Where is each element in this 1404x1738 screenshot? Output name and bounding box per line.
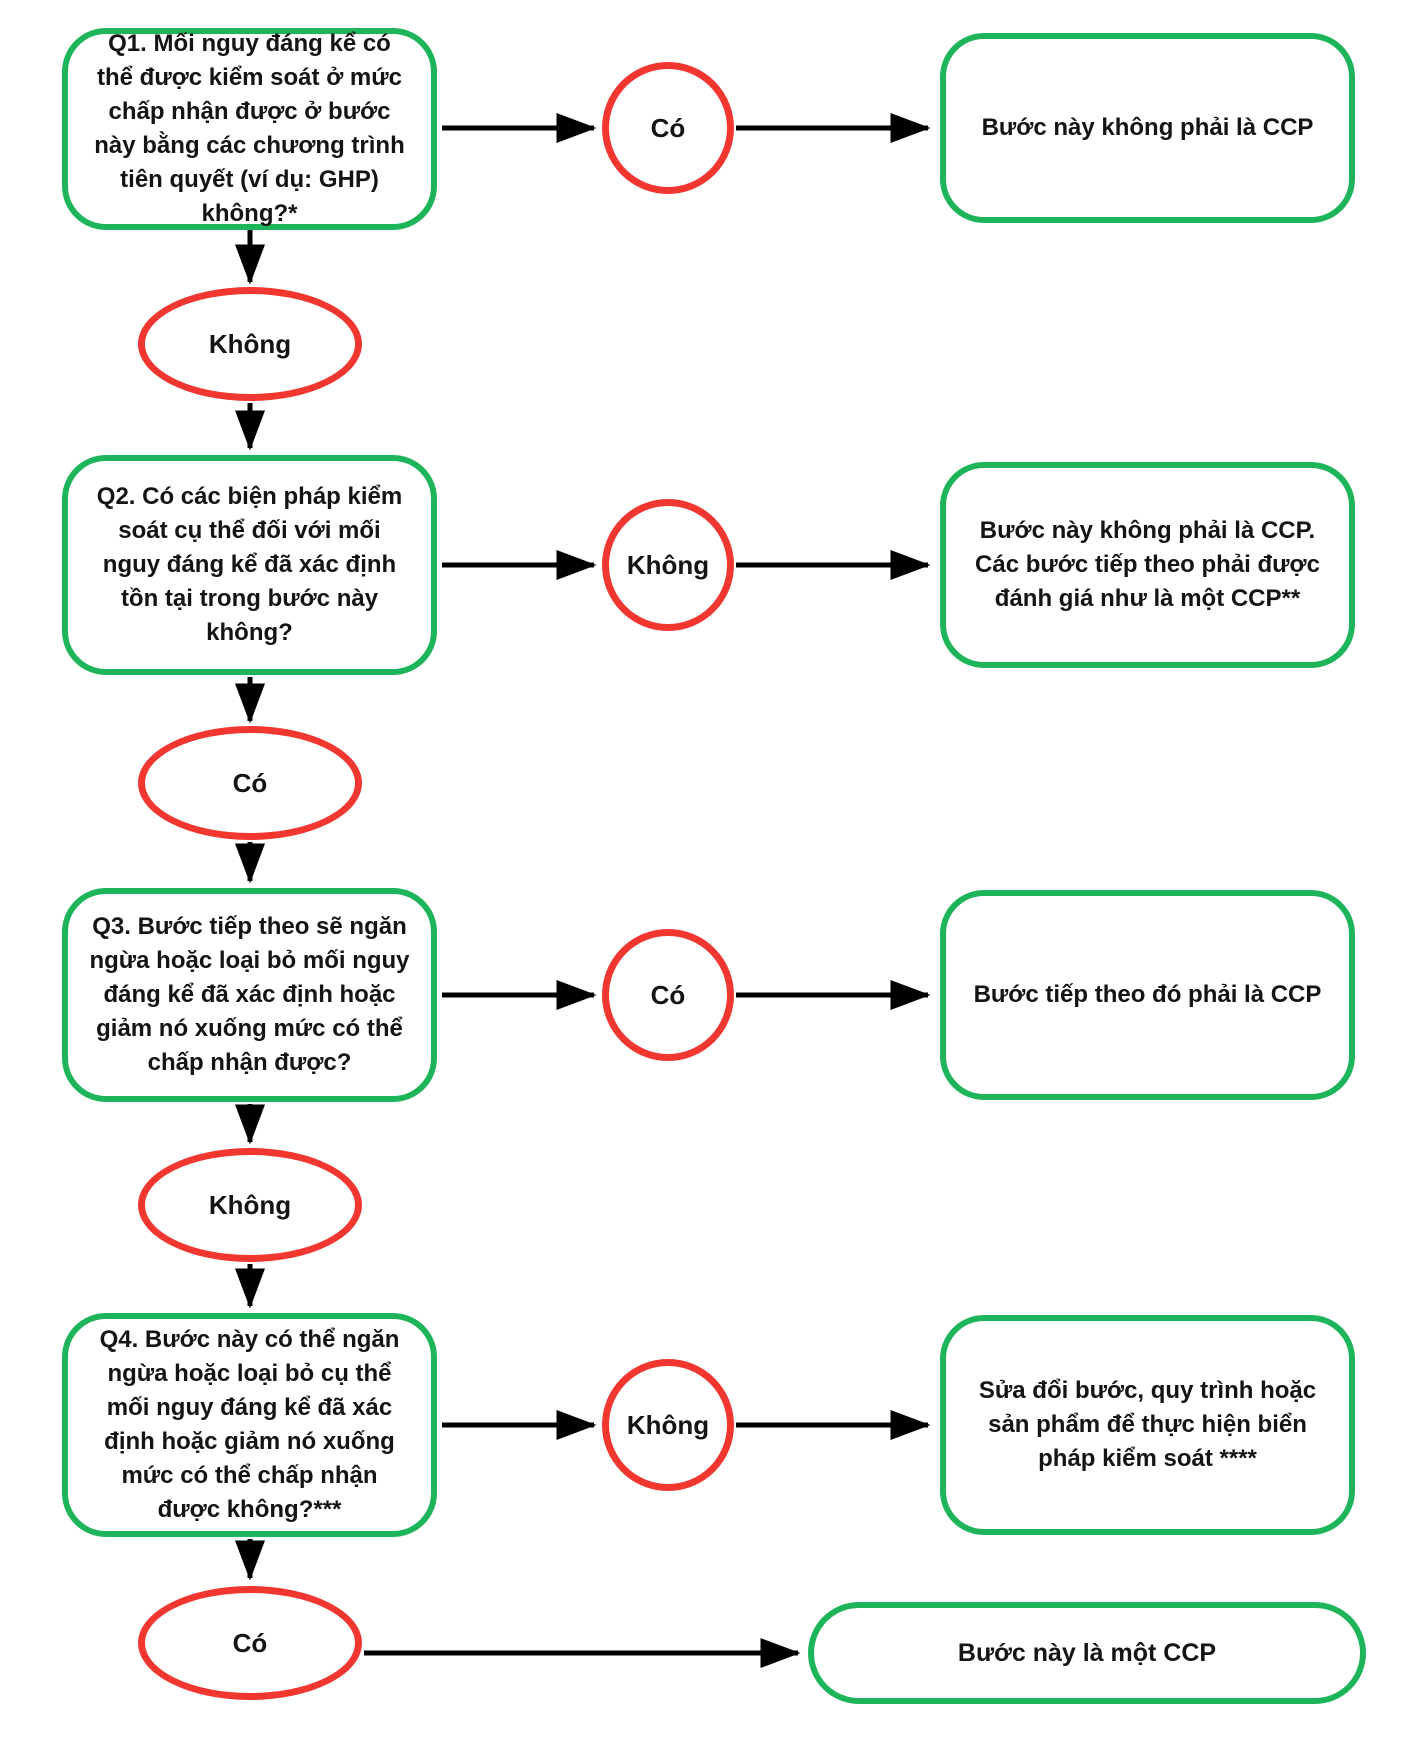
- question-box-q2: Q2. Có các biện pháp kiểm soát cụ thể đối với mối nguy đáng kể đã xác định tồn tại trong bước này không?: [62, 455, 437, 675]
- decision-ellipse-no-after-q3: Không: [138, 1148, 362, 1262]
- result-box-next-step-is-ccp: Bước tiếp theo đó phải là CCP: [940, 890, 1355, 1100]
- decision-circle-yes-row1: Có: [602, 62, 734, 194]
- decision-circle-no-row2: Không: [602, 499, 734, 631]
- result-box-not-ccp: Bước này không phải là CCP: [940, 33, 1355, 223]
- question-box-q4: Q4. Bước này có thể ngăn ngừa hoặc loại bỏ cụ thể mối nguy đáng kể đã xác định hoặc giảm nó xuống mức có thể chấp nhận được không?***: [62, 1313, 437, 1537]
- decision-circle-yes-row3: Có: [602, 929, 734, 1061]
- decision-ellipse-yes-after-q2: Có: [138, 726, 362, 840]
- final-result-box-is-ccp: Bước này là một CCP: [808, 1602, 1366, 1704]
- decision-circle-no-row4: Không: [602, 1359, 734, 1491]
- decision-ellipse-yes-after-q4: Có: [138, 1586, 362, 1700]
- result-box-not-ccp-evaluate-next: Bước này không phải là CCP. Các bước tiếp theo phải được đánh giá như là một CCP**: [940, 462, 1355, 668]
- question-box-q1: Q1. Mối nguy đáng kể có thể được kiểm soát ở mức chấp nhận được ở bước này bằng các chương trình tiên quyết (ví dụ: GHP) không?*: [62, 28, 437, 230]
- result-box-modify-step: Sửa đổi bước, quy trình hoặc sản phẩm để thực hiện biển pháp kiểm soát ****: [940, 1315, 1355, 1535]
- decision-ellipse-no-after-q1: Không: [138, 287, 362, 401]
- question-box-q3: Q3. Bước tiếp theo sẽ ngăn ngừa hoặc loại bỏ mối nguy đáng kể đã xác định hoặc giảm nó xuống mức có thể chấp nhận được?: [62, 888, 437, 1102]
